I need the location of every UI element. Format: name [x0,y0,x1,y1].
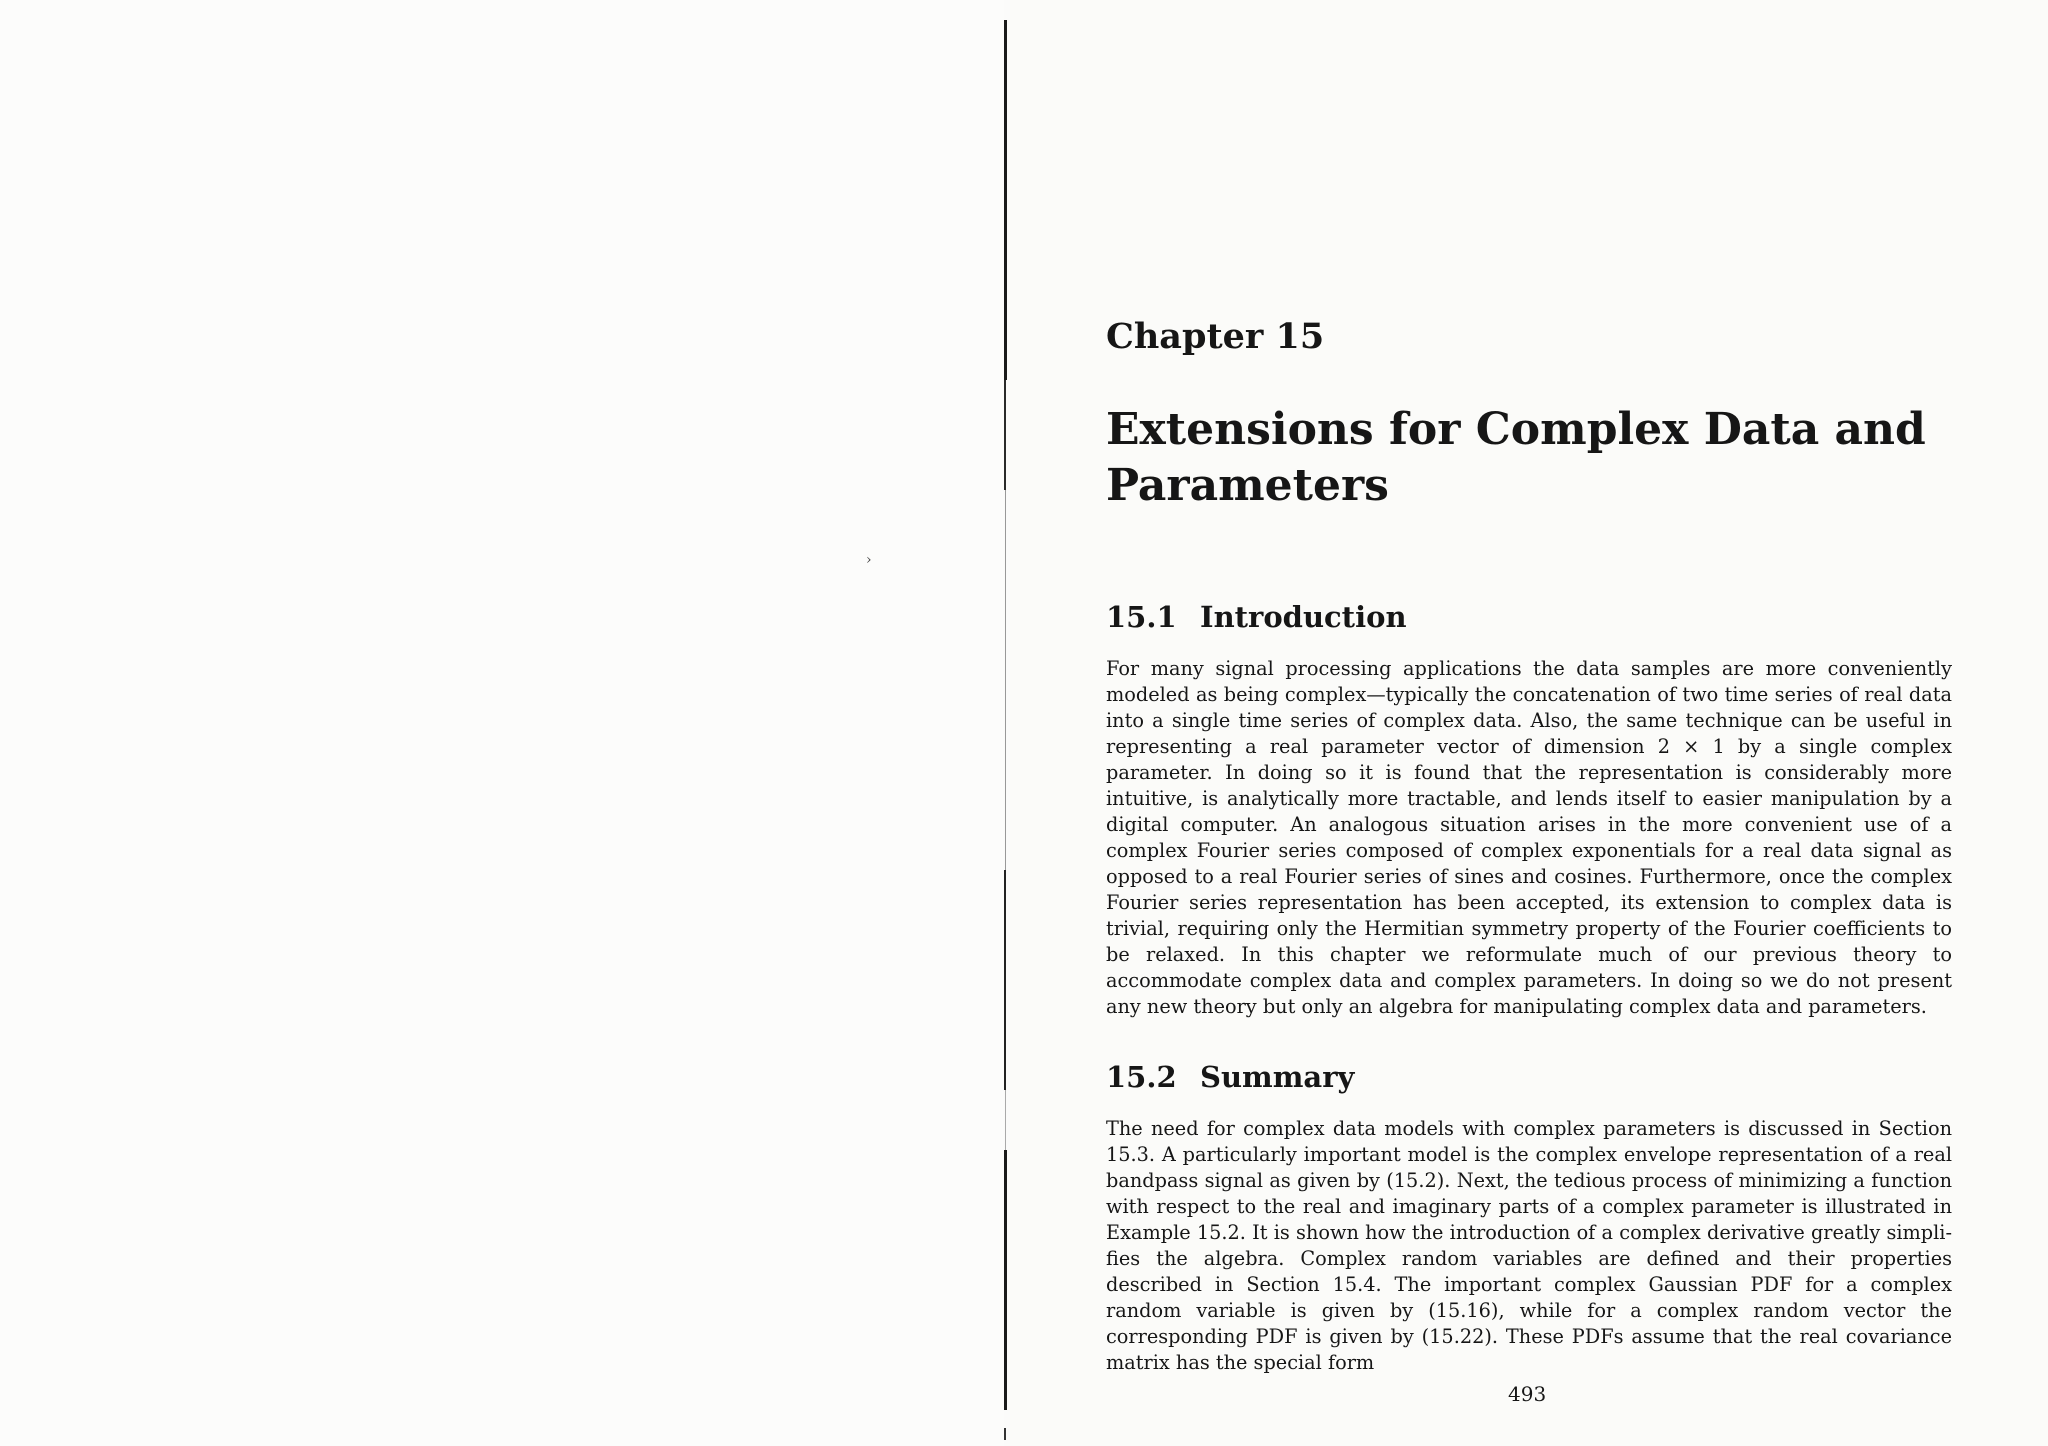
scan-speck: › [866,552,872,568]
binding-gutter [1004,1428,1006,1440]
section-paragraph: For many signal processing applications the data samples are more conveniently modeled as being complex—typically the concatenation of two time series of real data into a single time series of complex data. Also, the same technique can be useful in representing a real parameter vector of dimension 2 × 1 by a single complex parameter. In doing so it is found that the representation is considerably more intuitive, is analytically more tractable, and lends itself to easier manipulation by a digital computer. An analogous situation arises in the more convenient use of a complex Fourier series composed of complex exponentials for a real data signal as opposed to a real Fourier series of sines and cosines. Furthermore, once the complex Fourier series representation has been accepted, its extension to complex data is trivial, requiring only the Hermitian symmetry property of the Fourier coefficients to be relaxed. In this chapter we reformulate much of our previous theory to accommodate complex data and complex parameters. In doing so we do not present any new theory but only an algebra for manipulating complex data and parameters. [1106,657,1952,1018]
section-paragraph: The need for complex data models with complex parameters is discussed in Section 15.3. A particularly important model is the complex envelope representation of a real bandpass signal as given by (15.2). Next, the tedious process of minimizing a function with respect to the real and imaginary parts of a complex parameter is illustrated in Example 15.2. It is shown how the introduction of a complex derivative greatly simplifies the algebra. Complex random variables are defined and their properties described in Section 15.4. The important complex Gaussian PDF for a complex random variable is given by (15.16), while for a complex random vector the corresponding PDF is given by (15.22). These PDFs assume that the real covariance matrix has the special form [1106,1117,1952,1374]
chapter-title: Extensions for Complex Data and Parameters [1106,404,1926,511]
binding-gutter [1004,20,1007,380]
page-number: 493 [1508,1382,1547,1406]
binding-gutter [1004,380,1006,490]
binding-gutter [1005,1090,1006,1150]
section-title: Introduction [1200,600,1407,634]
section-number: 15.2 [1106,1060,1177,1094]
section-heading [1106,1060,1354,1094]
binding-gutter [1005,490,1006,870]
chapter-label: Chapter 15 [1106,316,1325,357]
binding-gutter [1004,1150,1007,1410]
left-page-blank [0,0,1004,1446]
section-heading [1106,600,1407,634]
binding-gutter [1004,870,1006,1090]
section-title: Summary [1200,1060,1355,1094]
section-number: 15.1 [1106,600,1177,634]
